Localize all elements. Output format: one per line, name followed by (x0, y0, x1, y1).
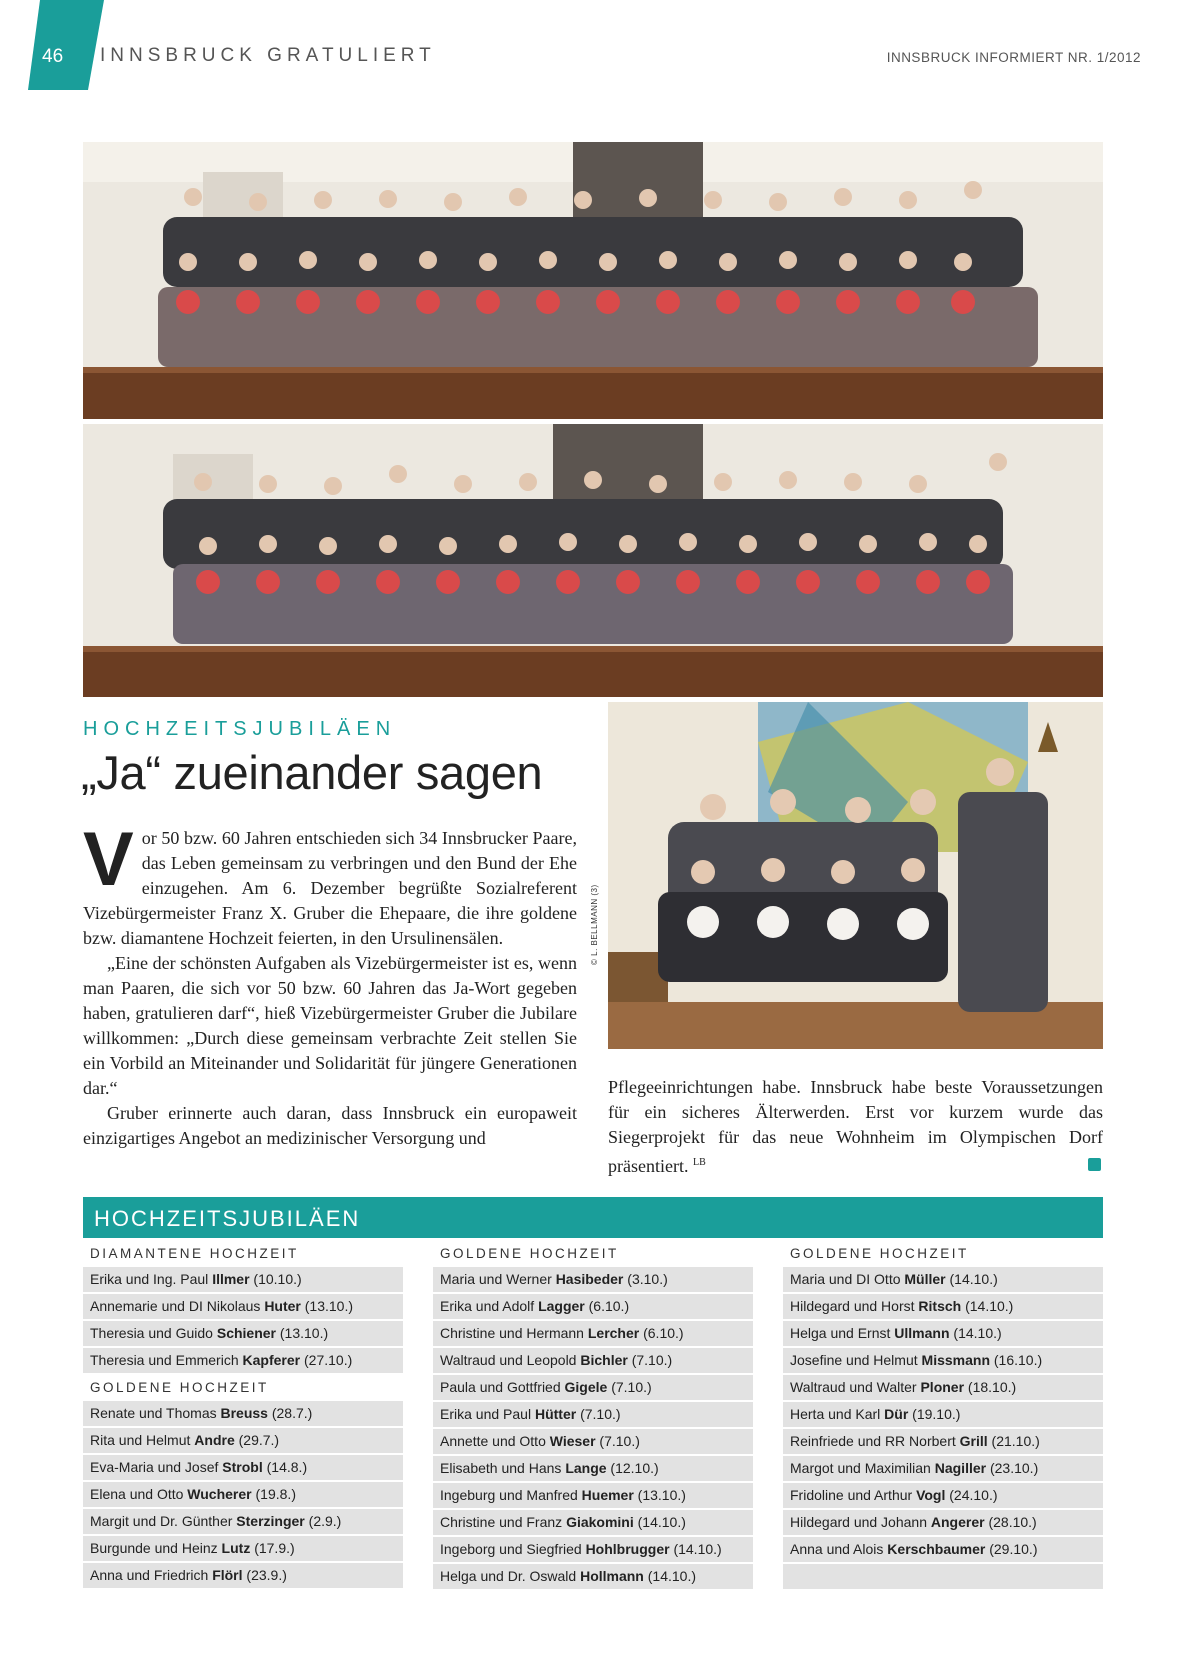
anniversary-date: (29.10.) (985, 1541, 1038, 1557)
page-number: 46 (42, 46, 64, 67)
anniversary-date: (3.10.) (623, 1271, 668, 1287)
anniversary-date: (7.10.) (576, 1406, 621, 1422)
couple-names: Maria und DI Otto (790, 1271, 905, 1287)
couple-names: Helga und Ernst (790, 1325, 895, 1341)
anniversary-date: (14.10.) (949, 1325, 1002, 1341)
couple-names: Annette und Otto (440, 1433, 550, 1449)
list-item (433, 1294, 753, 1319)
couple-names: Erika und Paul (440, 1406, 535, 1422)
surname: Müller (904, 1271, 946, 1287)
surname: Wucherer (187, 1486, 252, 1502)
jubilee-table-header (83, 1197, 1103, 1238)
surname: Ploner (920, 1379, 965, 1395)
couple-names: Elisabeth und Hans (440, 1460, 566, 1476)
list-item (783, 1429, 1103, 1454)
couple-names: Erika und Adolf (440, 1298, 539, 1314)
list-item (433, 1564, 753, 1589)
surname: Grill (959, 1433, 988, 1449)
anniversary-date: (29.7.) (234, 1432, 280, 1448)
surname: Lagger (538, 1298, 585, 1314)
section-title: INNSBRUCK GRATULIERT (100, 45, 436, 66)
list-item (433, 1456, 753, 1481)
couple-names: Margot und Maximilian (790, 1460, 935, 1476)
group-photo-top (83, 142, 1103, 419)
surname: Wieser (549, 1433, 596, 1449)
list-item (83, 1536, 403, 1561)
surname: Ullmann (894, 1325, 950, 1341)
article-paragraph (608, 1075, 1103, 1179)
list-item (83, 1348, 403, 1373)
list-item (433, 1429, 753, 1454)
paragraph-text: Pflegeeinrichtungen habe. Innsbruck habe beste Voraussetzungen für ein sicheres Älterwerden. Erst vor kurzem wurde das Siegerprojekt für das neue Wohnheim im Olympischen Dorf präsentiert. (608, 1077, 1103, 1176)
surname: Ritsch (918, 1298, 962, 1314)
couple-names: Erika und Ing. Paul (90, 1271, 213, 1287)
anniversary-date: (17.9.) (250, 1540, 295, 1556)
surname: Hasibeder (555, 1271, 624, 1287)
anniversary-date: (24.10.) (945, 1487, 998, 1503)
list-item (433, 1483, 753, 1508)
surname: Flörl (212, 1567, 243, 1583)
surname: Giakomini (566, 1514, 634, 1530)
list-item (83, 1509, 403, 1534)
list-item (433, 1510, 753, 1535)
list-heading: DIAMANTENE HOCHZEIT (90, 1246, 299, 1261)
surname: Gigele (564, 1379, 608, 1395)
couple-names: Reinfriede und RR Norbert (790, 1433, 960, 1449)
surname: Nagiller (934, 1460, 987, 1476)
paragraph-text: or 50 bzw. 60 Jahren entschieden sich 34 Innsbrucker Paare, das Leben gemeinsam zu verbringen und den Bund der Ehe einzugehen. Am 6. Dezember begrüßte Sozialreferent Vizebürgermeister Franz X. Gruber die Ehepaare, die ihre goldene bzw. diamantene Hochzeit feierten, in den Ursulinensälen. (83, 828, 577, 948)
anniversary-date: (14.10.) (643, 1568, 696, 1584)
list-item (783, 1510, 1103, 1535)
list-item (433, 1321, 753, 1346)
surname: Illmer (212, 1271, 250, 1287)
anniversary-date: (14.8.) (262, 1459, 308, 1475)
anniversary-date: (7.10.) (595, 1433, 640, 1449)
list-heading: GOLDENE HOCHZEIT (790, 1246, 969, 1261)
couple-names: Waltraud und Walter (790, 1379, 921, 1395)
couple-names: Fridoline und Arthur (790, 1487, 917, 1503)
list-item (783, 1294, 1103, 1319)
surname: Bichler (580, 1352, 628, 1368)
article-headline: „Ja“ zueinander sagen (81, 746, 543, 799)
group-photo-middle (83, 424, 1103, 697)
couple-names: Anna und Alois (790, 1541, 888, 1557)
surname: Andre (194, 1432, 235, 1448)
anniversary-date: (13.10.) (276, 1325, 329, 1341)
couple-names: Ingeburg und Manfred (440, 1487, 582, 1503)
anniversary-date: (28.10.) (984, 1514, 1037, 1530)
small-group-photo (608, 702, 1103, 1049)
anniversary-date: (16.10.) (990, 1352, 1043, 1368)
article-end-mark (1088, 1158, 1101, 1171)
surname: Strobl (222, 1459, 263, 1475)
couple-names: Hildegard und Johann (790, 1514, 931, 1530)
anniversary-date: (6.10.) (584, 1298, 630, 1314)
list-item (433, 1267, 753, 1292)
list-item (83, 1401, 403, 1426)
article-paragraph (83, 817, 577, 951)
list-item (783, 1537, 1103, 1562)
article-paragraph: Gruber erinnerte auch daran, dass Innsbruck ein europaweit einzigartiges Angebot an medizinischer Versorgung und (83, 1103, 577, 1148)
list-item (783, 1456, 1103, 1481)
photo-credit: © L. BELLMANN (3) (590, 884, 599, 965)
couple-names: Renate und Thomas (90, 1405, 221, 1421)
anniversary-date: (23.10.) (986, 1460, 1039, 1476)
list-item (433, 1402, 753, 1427)
surname: Dür (884, 1406, 909, 1422)
article-kicker: HOCHZEITSJUBILÄEN (83, 718, 397, 740)
couple-names: Burgunde und Heinz (90, 1540, 222, 1556)
couple-names: Ingeborg und Siegfried (440, 1541, 586, 1557)
couple-names: Christine und Hermann (440, 1325, 588, 1341)
surname: Missmann (921, 1352, 990, 1368)
anniversary-date: (7.10.) (607, 1379, 652, 1395)
page-number-tab (28, 0, 104, 90)
anniversary-date: (13.10.) (300, 1298, 354, 1314)
surname: Huemer (581, 1487, 634, 1503)
list-heading: GOLDENE HOCHZEIT (90, 1380, 269, 1395)
anniversary-date: (19.8.) (251, 1486, 296, 1502)
surname: Sterzinger (236, 1513, 305, 1529)
list-item (83, 1482, 403, 1507)
anniversary-date: (13.10.) (633, 1487, 686, 1503)
article-column-left (83, 817, 577, 1151)
couple-names: Waltraud und Leopold (440, 1352, 581, 1368)
couple-names: Theresia und Guido (90, 1325, 217, 1341)
anniversary-date: (10.10.) (249, 1271, 302, 1287)
anniversary-date: (12.10.) (606, 1460, 659, 1476)
anniversary-date: (14.10.) (633, 1514, 686, 1530)
list-item (83, 1294, 403, 1319)
couple-names: Hildegard und Horst (790, 1298, 919, 1314)
anniversary-date: (6.10.) (639, 1325, 684, 1341)
list-item (783, 1267, 1103, 1292)
surname: Vogl (916, 1487, 946, 1503)
surname: Lange (565, 1460, 607, 1476)
surname: Hollmann (580, 1568, 644, 1584)
list-item (83, 1321, 403, 1346)
couple-names: Herta und Karl (790, 1406, 885, 1422)
anniversary-date: (27.10.) (300, 1352, 353, 1368)
list-item (83, 1428, 403, 1453)
anniversary-date: (14.10.) (961, 1298, 1014, 1314)
couple-names: Theresia und Emmerich (90, 1352, 243, 1368)
list-heading: GOLDENE HOCHZEIT (440, 1246, 619, 1261)
drop-cap: V (83, 817, 134, 902)
anniversary-date: (23.9.) (242, 1567, 287, 1583)
list-item (433, 1375, 753, 1400)
issue-label: INNSBRUCK INFORMIERT NR. 1/2012 (886, 50, 1141, 65)
list-item (83, 1455, 403, 1480)
couple-names: Eva-Maria und Josef (90, 1459, 223, 1475)
list-item (433, 1537, 753, 1562)
couple-names: Elena und Otto (90, 1486, 188, 1502)
article-paragraph: „Eine der schönsten Aufgaben als Vizebürgermeister ist es, wenn man Paaren, die sich vor 50 bzw. 60 Jahren das Ja-Wort gegeben haben, gratulieren darf“, hieß Vizebürgermeister Gruber die Jubilare willkommen: „Durch diese gemeinsam verbrachte Zeit stellen Sie ein Vorbild an Miteinander und Solidarität für jüngere Generationen dar.“ (83, 953, 577, 1098)
couple-names: Maria und Werner (440, 1271, 556, 1287)
jubilee-list-column-1 (83, 1241, 403, 1590)
surname: Angerer (930, 1514, 985, 1530)
list-item (783, 1564, 1103, 1589)
surname: Lutz (221, 1540, 251, 1556)
couple-names: Annemarie und DI Nikolaus (90, 1298, 265, 1314)
surname: Schiener (216, 1325, 276, 1341)
anniversary-date: (28.7.) (267, 1405, 313, 1421)
list-item (783, 1375, 1103, 1400)
surname: Kapferer (242, 1352, 301, 1368)
anniversary-date: (7.10.) (627, 1352, 673, 1368)
anniversary-date: (19.10.) (908, 1406, 961, 1422)
jubilee-list-column-3 (783, 1241, 1103, 1591)
list-item (433, 1348, 753, 1373)
jubilee-list-column-2 (433, 1241, 753, 1591)
jubilee-table-title: HOCHZEITSJUBILÄEN (94, 1206, 361, 1231)
surname: Hütter (534, 1406, 577, 1422)
couple-names: Helga und Dr. Oswald (440, 1568, 581, 1584)
list-item (783, 1402, 1103, 1427)
article-column-right (608, 1075, 1103, 1179)
couple-names: Anna und Friedrich (90, 1567, 213, 1583)
anniversary-date: (14.10.) (669, 1541, 722, 1557)
couple-names: Margit und Dr. Günther (90, 1513, 237, 1529)
list-item (783, 1321, 1103, 1346)
list-item (783, 1483, 1103, 1508)
couple-names: Paula und Gottfried (440, 1379, 565, 1395)
surname: Breuss (220, 1405, 268, 1421)
couple-names: Josefine und Helmut (790, 1352, 922, 1368)
surname: Huter (264, 1298, 301, 1314)
anniversary-date: (14.10.) (945, 1271, 998, 1287)
anniversary-date: (2.9.) (304, 1513, 342, 1529)
surname: Kerschbaumer (887, 1541, 986, 1557)
author-signature: LB (692, 1157, 706, 1168)
list-item (783, 1348, 1103, 1373)
couple-names: Christine und Franz (440, 1514, 567, 1530)
anniversary-date: (21.10.) (987, 1433, 1040, 1449)
list-item (83, 1563, 403, 1588)
anniversary-date: (18.10.) (964, 1379, 1017, 1395)
couple-names: Rita und Helmut (90, 1432, 195, 1448)
surname: Lercher (587, 1325, 640, 1341)
surname: Hohlbrugger (585, 1541, 670, 1557)
list-item (83, 1267, 403, 1292)
